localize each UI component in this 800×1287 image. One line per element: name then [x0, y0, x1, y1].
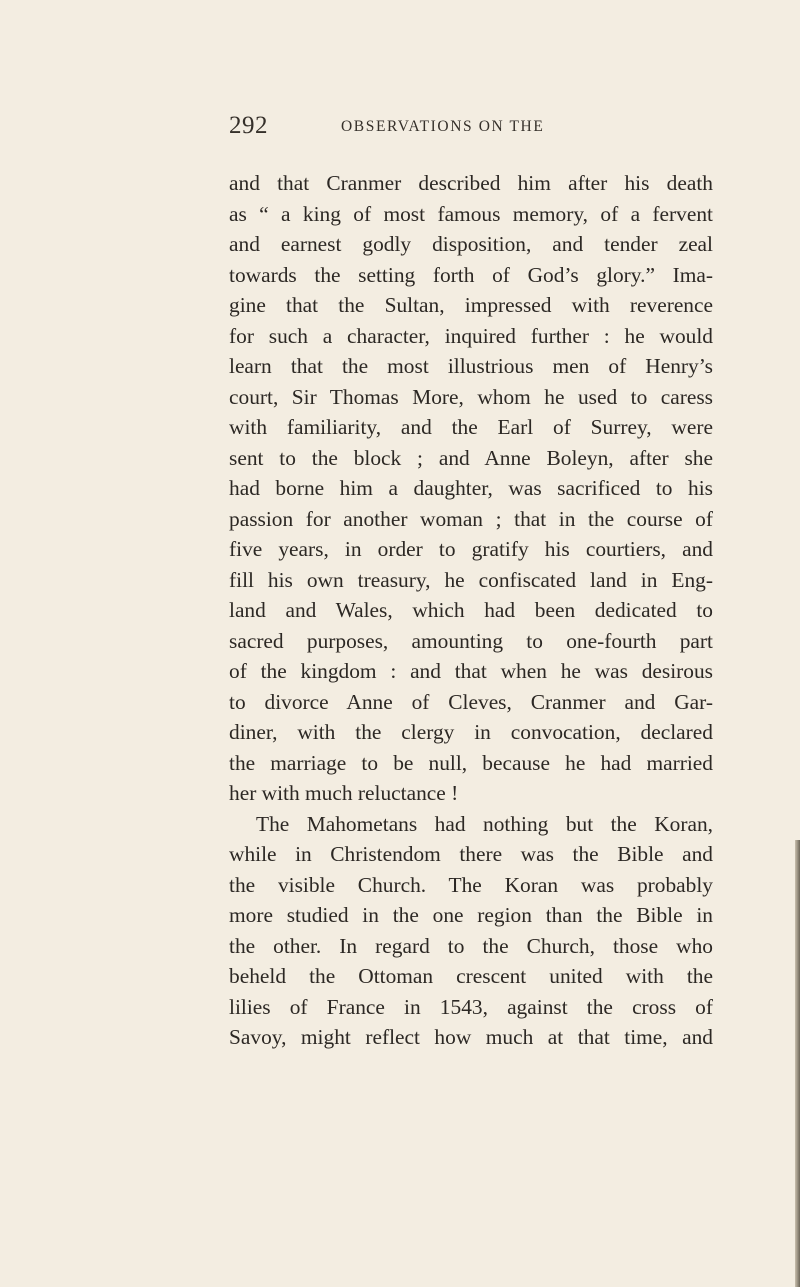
text-line: had borne him a daughter, was sacrificed to his [229, 476, 713, 500]
page-edge-shadow [795, 840, 800, 1287]
text-line: Savoy, might reflect how much at that time, and [229, 1025, 713, 1049]
text-line: land and Wales, which had been dedicated to [229, 598, 713, 622]
text-line: sacred purposes, amounting to one-fourth part [229, 628, 713, 653]
text-line: lilies of France in 1543, against the cross of [229, 994, 713, 1019]
text-line: and earnest godly disposition, and tender zeal [229, 232, 713, 256]
text-line: fill his own treasury, he confiscated land in Eng- [229, 567, 713, 592]
body-text [229, 168, 713, 1053]
page-header [229, 112, 729, 144]
text-line: and that Cranmer described him after his death [229, 171, 713, 195]
text-line: of the kingdom : and that when he was desirous [229, 659, 713, 683]
text-line: while in Christendom there was the Bible and [229, 842, 713, 866]
text-line: five years, in order to gratify his courtiers, and [229, 537, 713, 561]
text-line: more studied in the one region than the Bible in [229, 903, 713, 927]
text-line: the marriage to be null, because he had married [229, 750, 713, 775]
paragraph-end-line: her with much reluctance ! [229, 781, 459, 805]
running-head: OBSERVATIONS ON THE [341, 118, 545, 135]
text-line: passion for another woman ; that in the course of [229, 506, 713, 531]
text-line: as “ a king of most famous memory, of a fervent [229, 201, 713, 226]
text-line: towards the setting forth of God’s glory.” Ima- [229, 262, 713, 287]
paragraph-start-line: The Mahometans had nothing but the Koran, [256, 811, 713, 836]
page-number: 292 [229, 112, 268, 139]
text-line: with familiarity, and the Earl of Surrey, were [229, 415, 713, 439]
text-line: court, Sir Thomas More, whom he used to caress [229, 384, 713, 409]
text-line: the visible Church. The Koran was probably [229, 872, 713, 897]
text-line: sent to the block ; and Anne Boleyn, after she [229, 445, 713, 470]
text-line: for such a character, inquired further : he would [229, 323, 713, 348]
text-line: diner, with the clergy in convocation, declared [229, 720, 713, 744]
text-line: beheld the Ottoman crescent united with the [229, 964, 713, 988]
text-line: to divorce Anne of Cleves, Cranmer and Gar- [229, 689, 713, 714]
text-line: the other. In regard to the Church, those who [229, 933, 713, 958]
text-line: learn that the most illustrious men of Henry’s [229, 354, 713, 378]
text-line: gine that the Sultan, impressed with reverence [229, 293, 713, 317]
